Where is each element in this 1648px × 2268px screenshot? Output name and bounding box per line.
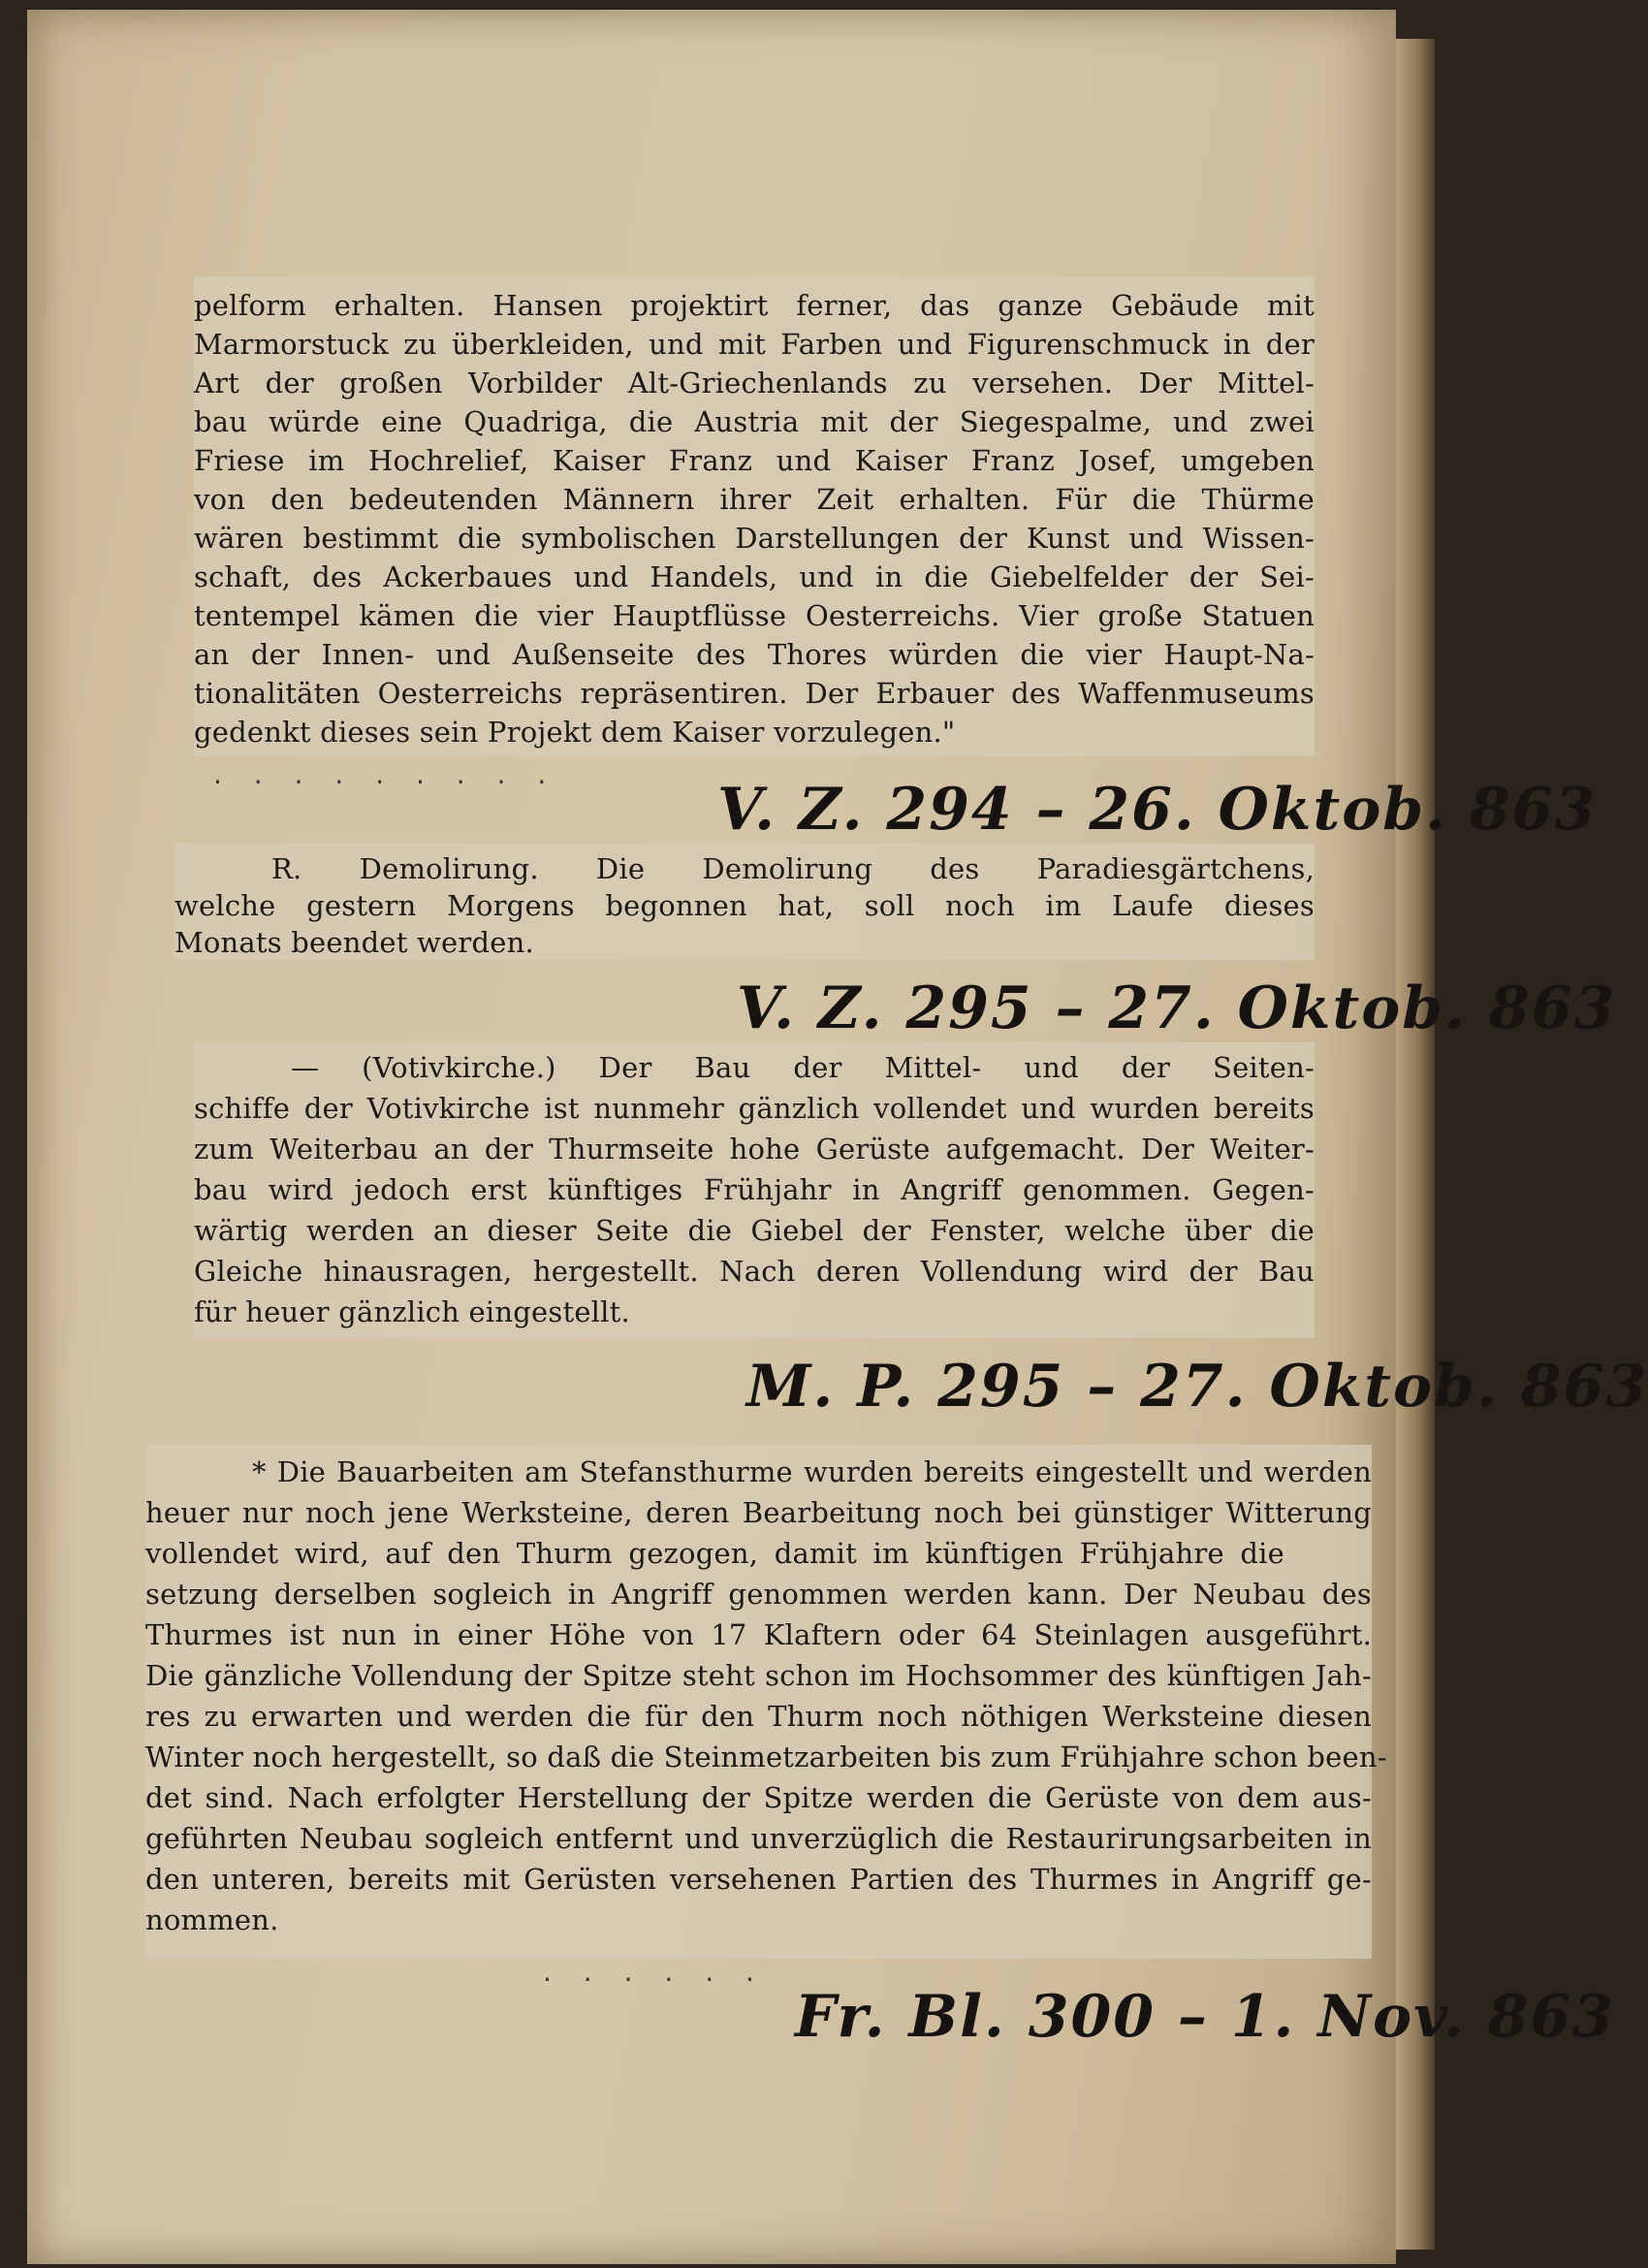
clip-line: nommen. [145, 1903, 279, 1936]
clip-line: an der Innen- und Außenseite des Thores würden die vier Haupt-Na- [194, 638, 1315, 671]
clip-line: für heuer gänzlich eingestellt. [194, 1295, 630, 1328]
clip-line: det sind. Nach erfolgter Herstellung der Spitze werden die Gerüste von dem aus- [145, 1781, 1372, 1814]
clipping-stefansthurm [145, 1445, 1387, 1959]
clip-line: res zu erwarten und werden die für den Thurm noch nöthigen Werksteine diesen [145, 1700, 1372, 1733]
clip-line: Art der großen Vorbilder Alt-Griechenlands zu versehen. Der Mittel- [194, 367, 1315, 399]
clip-line: Monats beendet werden. [174, 926, 534, 959]
source-reference-1: V. Z. 294 – 26. Oktob. 863 [717, 776, 1598, 844]
clip-line: Thurmes ist nun in einer Höhe von 17 Klaftern oder 64 Steinlagen ausgeführt. [145, 1618, 1372, 1651]
clip-line: Gleiche hinausragen, hergestellt. Nach deren Vollendung wird der Bau [194, 1255, 1315, 1288]
source-reference-3: M. P. 295 – 27. Oktob. 863 [746, 1353, 1648, 1421]
clip-line: gedenkt dieses sein Projekt dem Kaiser vorzulegen." [194, 716, 956, 749]
clip-line: Friese im Hochrelief, Kaiser Franz und Kaiser Franz Josef, umgeben [194, 444, 1315, 477]
clip-line: pelform erhalten. Hansen projektirt ferner, das ganze Gebäude mit [194, 289, 1315, 322]
clip-line: den unteren, bereits mit Gerüsten versehenen Partien des Thurmes in Angriff ge- [145, 1863, 1372, 1896]
clip-line: tentempel kämen die vier Hauptflüsse Oesterreichs. Vier große Statuen [194, 599, 1315, 632]
clip-line: wären bestimmt die symbolischen Darstellungen der Kunst und Wissen- [194, 522, 1315, 555]
clip-line: Die gänzliche Vollendung der Spitze steht schon im Hochsommer des künftigen Jah- [145, 1659, 1372, 1692]
ink-smudge: · · · · · · · · · [213, 766, 558, 798]
clip-line: schiffe der Votivkirche ist nunmehr gänzlich vollendet und wurden bereits [194, 1092, 1315, 1125]
clip-line: schaft, des Ackerbaues und Handels, und in die Giebelfelder der Sei- [194, 560, 1315, 593]
clip-line: Marmorstuck zu überkleiden, und mit Farben und Figurenschmuck in der [194, 328, 1315, 361]
clip-line: von den bedeutenden Männern ihrer Zeit erhalten. Für die Thürme [194, 483, 1315, 516]
clipping-hansen-project [194, 276, 1315, 756]
clip-line: geführten Neubau sogleich entfernt und unverzüglich die Restaurirungsarbeiten in [145, 1822, 1372, 1855]
clip-line: welche gestern Morgens begonnen hat, soll noch im Laufe dieses [174, 889, 1315, 922]
clip-line: bau würde eine Quadriga, die Austria mit der Siegespalme, und zwei [194, 405, 1315, 438]
clip-line: zum Weiterbau an der Thurmseite hohe Gerüste aufgemacht. Der Weiter- [194, 1133, 1315, 1166]
clip-line: R. Demolirung. Die Demolirung des Paradiesgärtchens, [271, 852, 1315, 885]
source-reference-4: Fr. Bl. 300 – 1. Nov. 863 [795, 1983, 1615, 2051]
clipping-votivkirche [194, 1042, 1315, 1338]
ink-smudge: · · · · · · [543, 1964, 766, 1996]
clip-line: wärtig werden an dieser Seite die Giebel der Fenster, welche über die [194, 1214, 1315, 1247]
clip-line: setzung derselben sogleich in Angriff genommen werden kann. Der Neubau des [145, 1578, 1372, 1611]
clipping-demolirung [174, 844, 1315, 960]
clip-line: tionalitäten Oesterreichs repräsentiren. Der Erbauer des Waffenmuseums [194, 677, 1315, 710]
clip-line: Winter noch hergestellt, so daß die Steinmetzarbeiten bis zum Frühjahre schon been- [145, 1741, 1387, 1773]
clip-line: vollendet wird, auf den Thurm gezogen, damit im künftigen Frühjahre die [145, 1537, 1284, 1570]
source-reference-2: V. Z. 295 – 27. Oktob. 863 [737, 974, 1617, 1042]
clip-line: bau wird jedoch erst künftiges Frühjahr in Angriff genommen. Gegen- [194, 1173, 1315, 1206]
page-edge [1396, 39, 1435, 2250]
clip-line: — (Votivkirche.) Der Bau der Mittel- und der Seiten- [291, 1051, 1315, 1084]
clip-line: * Die Bauarbeiten am Stefansthurme wurden bereits eingestellt und werden [252, 1455, 1372, 1488]
clip-line: heuer nur noch jene Werksteine, deren Bearbeitung noch bei günstiger Witterung [145, 1496, 1372, 1529]
